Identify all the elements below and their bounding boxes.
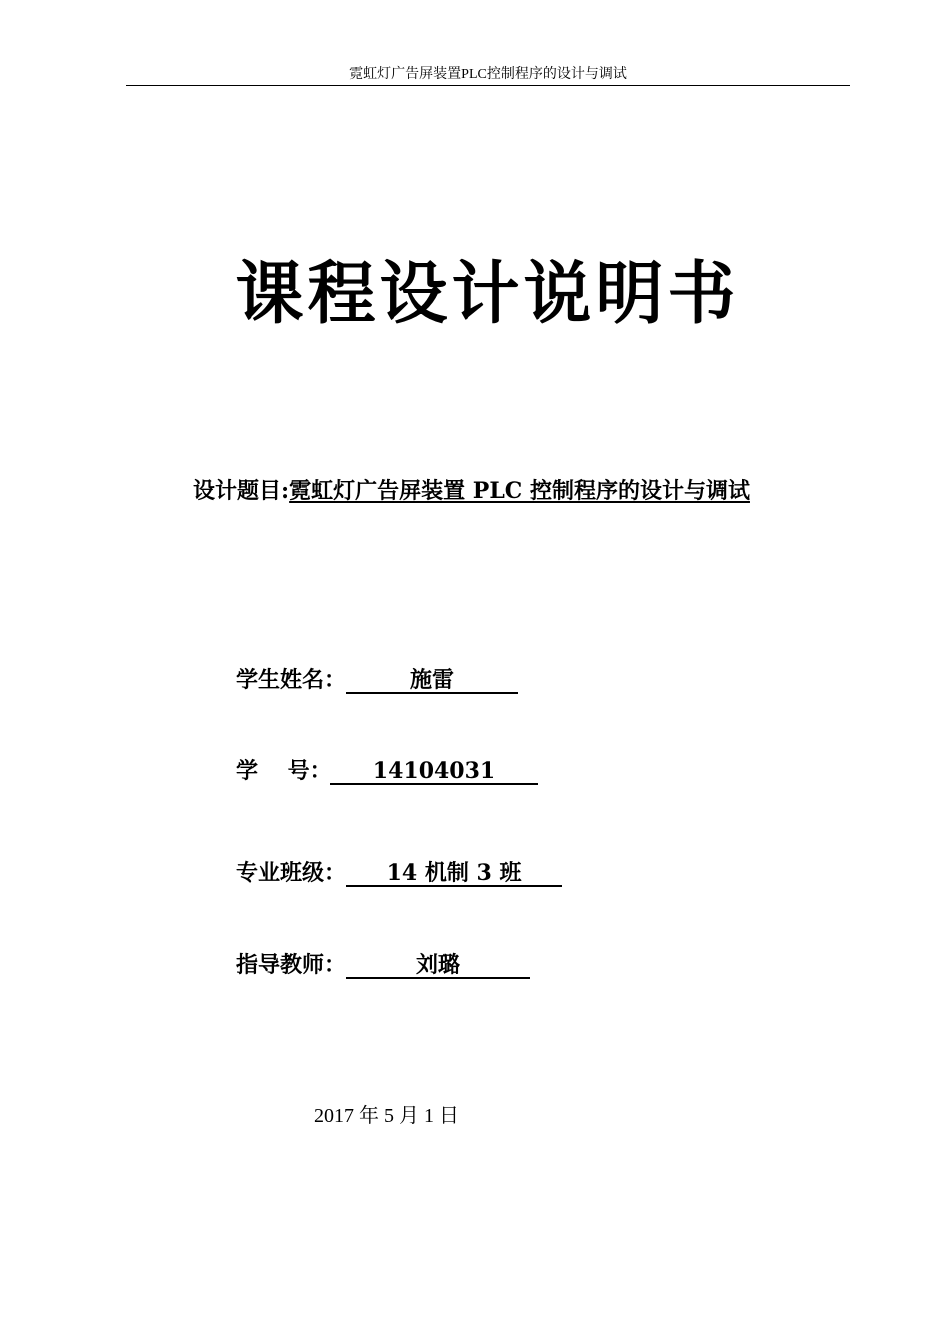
advisor-label: 指导教师： [236, 952, 347, 978]
topic-label: 设计题目: [193, 478, 290, 504]
class-row [236, 859, 562, 887]
design-topic [193, 477, 750, 505]
class-label: 专业班级： [236, 860, 347, 886]
student-name-row [236, 666, 518, 694]
header-divider [126, 85, 850, 86]
running-title: 霓虹灯广告屏装置PLC控制程序的设计与调试 [349, 67, 627, 82]
advisor-row [236, 951, 530, 979]
topic-value: 霓虹灯广告屏装置 PLC 控制程序的设计与调试 [289, 478, 750, 504]
student-id-label: 学 号： [236, 758, 332, 784]
cover-title: 课程设计说明书 [235, 255, 740, 334]
submission-date: 2017 年 5 月 1 日 [314, 1105, 459, 1127]
class-value: 14 机制 3 班 [346, 861, 562, 887]
student-id-row [236, 757, 538, 785]
student-id-value: 14104031 [330, 759, 538, 785]
student-name-label: 学生姓名： [236, 667, 347, 693]
student-name-value: 施雷 [346, 668, 518, 694]
advisor-value: 刘璐 [346, 953, 530, 979]
